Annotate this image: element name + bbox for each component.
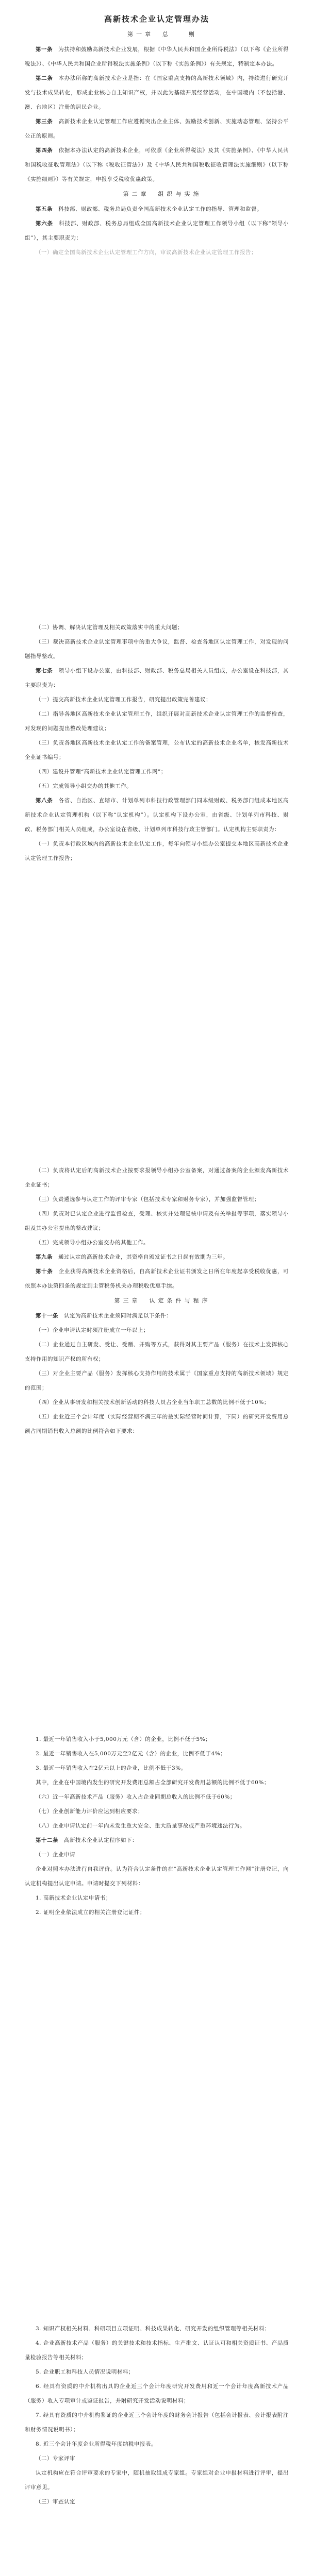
article <box>25 1250 289 1264</box>
list-item: 2. 证明企业依法成立的相关注册登记证件； <box>36 1909 145 1916</box>
list-item: （四）企业从事研发和相关技术创新活动的科技人员占企业当年职工总数的比例不低于10%； <box>36 1399 270 1405</box>
document-body-2 <box>25 620 289 866</box>
page-2 <box>0 579 313 1141</box>
article-text: 为扶持和鼓励高新技术企业发展，根据《中华人民共和国企业所得税法》（以下称《企业所得税法》）、《中华人民共和国企业所得税法实施条例》（以下称《实施条例》）有关规定，特制定本办法。 <box>25 46 289 67</box>
list-item: （二）指导各地区高新技术企业认定管理工作，组织开展对高新技术企业认定管理工作的监督检查，对发现的问题提出整改处理建议； <box>25 711 289 732</box>
list-item: （一）负责本行政区域内的高新技术企业认定工作，每年向领导小组办公室提交本地区高新技术企业认定管理工作报告； <box>25 841 289 861</box>
article-number: 第十条 <box>36 1268 53 1275</box>
article-number: 第十一条 <box>36 1313 58 1319</box>
list-item: 3. 知识产权相关材料、科研项目立项证明、科技成果转化、研究开发的组织管理等相关材料； <box>36 2326 270 2332</box>
article <box>25 216 289 245</box>
list-item: 7. 经具有资质的中介机构鉴证的企业近三个会计年度的财务会计报告（包括会计报表、会计报表附注和财务情况说明书）； <box>25 2412 289 2433</box>
page-3 <box>0 1148 313 1709</box>
article <box>25 1833 289 1848</box>
list-item: 3. 最近一年销售收入在2亿元以上的企业，比例不低于3%。 <box>36 1765 187 1771</box>
chapter-heading: 第一章 总 则 <box>127 31 197 38</box>
document-body-1 <box>25 11 289 260</box>
page-5 <box>0 2285 313 2576</box>
list-item: 2. 最近一年销售收入在5,000万元至2亿元（含）的企业，比例不低于4%； <box>36 1751 226 1757</box>
article-number: 第五条 <box>36 206 53 212</box>
article-text: 通过认定的高新技术企业，其资格自颁发证书之日起有效期为三年。 <box>58 1254 228 1260</box>
list-item: （四）建设并管理“高新技术企业认定管理工作网”； <box>36 769 167 775</box>
page-separator <box>0 1141 313 1148</box>
document-title: 高新技术企业认定管理办法 <box>104 14 209 24</box>
list-item: （二）企业通过自主研发、受让、受赠、并购等方式，获得对其主要产品（服务）在技术上发挥核心支持作用的知识产权的所有权； <box>25 1342 289 1362</box>
article-text: 高新技术企业认定程序如下： <box>64 1837 138 1843</box>
page-separator <box>0 1709 313 1717</box>
article <box>25 114 289 143</box>
list-item: （一）确定全国高新技术企业认定管理工作方向，审议高新技术企业认定管理工作报告； <box>36 249 257 256</box>
article-number: 第八条 <box>36 798 53 804</box>
list-item: 其中，企业在中国境内发生的研究开发费用总额占全部研究开发费用总额的比例不低于60%； <box>36 1780 270 1786</box>
document-body-4 <box>25 1732 289 1920</box>
list-item: （二）负责将认定后的高新技术企业按要求报领导小组办公室备案，对通过备案的企业颁发高新技术企业证书； <box>25 1167 289 1188</box>
article-number: 第九条 <box>36 1254 53 1260</box>
list-item: （一）企业申请 <box>36 1852 75 1858</box>
article-number: 第六条 <box>36 221 53 227</box>
article <box>25 664 289 692</box>
page-4 <box>0 1717 313 2278</box>
document-body-3 <box>25 1163 289 1438</box>
list-item: （二）协调、解决认定管理及相关政策落实中的重大问题； <box>36 624 183 631</box>
article-text: 科技部、财政部、税务总局组成全国高新技术企业认定管理工作领导小组（以下称“领导小组”），其主要职责为： <box>25 221 289 241</box>
article-number: 第一条 <box>36 46 53 53</box>
article-text: 领导小组下设办公室，由科技部、财政部、税务总局相关人员组成，办公室设在科技部，其主要职责为： <box>25 668 289 688</box>
article-number: 第七条 <box>36 668 53 674</box>
list-item: 1. 高新技术企业认定申请书； <box>36 1895 111 1901</box>
article-text: 本办法所称的高新技术企业是指：在《国家重点支持的高新技术领域》内，持续进行研究开发与技术成果转化，形成企业核心自主知识产权，并以此为基础开展经营活动，在中国境内（不包括港、澳、台地区）注册的居民企业。 <box>25 75 289 110</box>
article-number: 第二条 <box>36 75 53 81</box>
article-text: 科技部、财政部、税务总局负责全国高新技术企业认定工作的指导、管理和监督。 <box>58 206 262 212</box>
article-text: 企业获得高新技术企业资格后，自高新技术企业证书颁发之日所在年度起享受税收优惠，可依照本办法第四条的规定到主管税务机关办理税收优惠手续。 <box>25 1268 289 1289</box>
article <box>25 1309 289 1323</box>
article-text: 依据本办法认定的高新技术企业，可依照《企业所得税法》及其《实施条例》、《中华人民共和国税收征收管理法》（以下称《税收征管法》）及《中华人民共和国税收征收管理法实施细则》（以下称《实施细则》）等有关规定，申报享受税收优惠政策。 <box>25 147 289 182</box>
list-item: 6. 经具有资质的中介机构出具的企业近三个会计年度研究开发费用和近一个会计年度高新技术产品（服务）收入专项审计或鉴证报告，并附研究开发活动说明材料； <box>25 2383 289 2404</box>
article <box>25 202 289 216</box>
chapter-heading: 第三章 认定条件与程序 <box>114 1297 211 1304</box>
list-item: （三）审查认定 <box>36 2499 75 2505</box>
page-separator <box>0 572 313 579</box>
list-item: （五）完成领导小组交办的其他工作。 <box>36 783 132 789</box>
list-item: 4. 企业高新技术产品（服务）的关键技术和技术指标、生产批文、认证认可和相关资质证书、产品质量检验报告等相关材料； <box>25 2340 289 2361</box>
article <box>25 143 289 187</box>
article-number: 第三条 <box>36 118 53 125</box>
list-item: （七）企业创新能力评价应达到相应要求； <box>36 1808 143 1815</box>
list-item: （一）企业申请认定时须注册成立一年以上； <box>36 1327 149 1333</box>
list-item: （八）企业申请认定前一年内未发生重大安全、重大质量事故或严重环境违法行为。 <box>36 1823 245 1829</box>
list-item: （三）负责遴选参与认定工作的评审专家（包括技术专家和财务专家），并加强监督管理； <box>36 1196 260 1202</box>
page-separator <box>0 2278 313 2285</box>
article-number: 第四条 <box>36 147 53 154</box>
document-body-5 <box>25 2321 289 2509</box>
list-item: （五）企业近三个会计年度（实际经营期不满三年的按实际经营时间计算，下同）的研究开发费用总额占同期销售收入总额的比例符合如下要求： <box>25 1414 289 1434</box>
article-text: 各省、自治区、直辖市、计划单列市科技行政管理部门同本级财政、税务部门组成本地区高新技术企业认定管理机构（以下称“认定机构”）。认定机构下设办公室，由省级、计划单列市科技、财政、税务部门相关人员组成，办公室设在省级、计划单列市科技行政主管部门。认定机构主要职责为： <box>25 798 289 833</box>
article <box>25 793 289 837</box>
list-item: （一）提交高新技术企业认定管理工作报告，研究提出政策完善建议； <box>36 697 211 703</box>
list-item: （三）负责各地区高新技术企业认定工作的备案管理，公布认定的高新技术企业名单，核发高新技术企业证书编号； <box>25 740 289 760</box>
list-item: 5. 企业职工和科技人员情况说明材料； <box>36 2369 134 2375</box>
page-1 <box>0 0 313 572</box>
article <box>25 1264 289 1293</box>
article <box>25 71 289 114</box>
list-item: 认定机构应在符合评审要求的专家中，随机抽取组成专家组。专家组对企业申报材料进行评审，提出评审意见。 <box>25 2470 289 2490</box>
chapter-heading: 第二章 组织与实施 <box>123 191 202 197</box>
list-item: （三）对企业主要产品（服务）发挥核心支持作用的技术属于《国家重点支持的高新技术领域》规定的范围； <box>25 1370 289 1391</box>
list-item: （六）近一年高新技术产品（服务）收入占企业同期总收入的比例不低于60%； <box>36 1794 236 1800</box>
article-text: 认定为高新技术企业须同时满足以下条件： <box>64 1313 172 1319</box>
list-item: 8. 近三个会计年度企业所得税年度纳税申报表。 <box>36 2441 157 2447</box>
list-item: （三）裁决高新技术企业认定管理事项中的重大争议，监督、检查各地区认定管理工作，对发现的问题指导整改。 <box>25 639 289 659</box>
list-item: （二）专家评审 <box>36 2455 75 2462</box>
article-number: 第十二条 <box>36 1837 58 1843</box>
list-item: （五）完成领导小组办公室交办的其他工作。 <box>36 1240 149 1246</box>
list-item: 1. 最近一年销售收入小于5,000万元（含）的企业，比例不低于5%； <box>36 1736 211 1742</box>
article-text: 高新技术企业认定管理工作应遵循突出企业主体、鼓励技术创新、实施动态管理、坚持公平公正的原则。 <box>25 118 289 139</box>
list-item: （四）负责对已认定企业进行监督检查，受理、核实并处理复核申请及有关举报等事项，落实领导小组及其办公室提出的整改建议； <box>25 1211 289 1231</box>
article <box>25 42 289 71</box>
list-item: 企业对照本办法进行自我评价。认为符合认定条件的在“高新技术企业认定管理工作网”注册登记，向认定机构提出认定申请。申请时提交下列材料： <box>25 1866 289 1887</box>
